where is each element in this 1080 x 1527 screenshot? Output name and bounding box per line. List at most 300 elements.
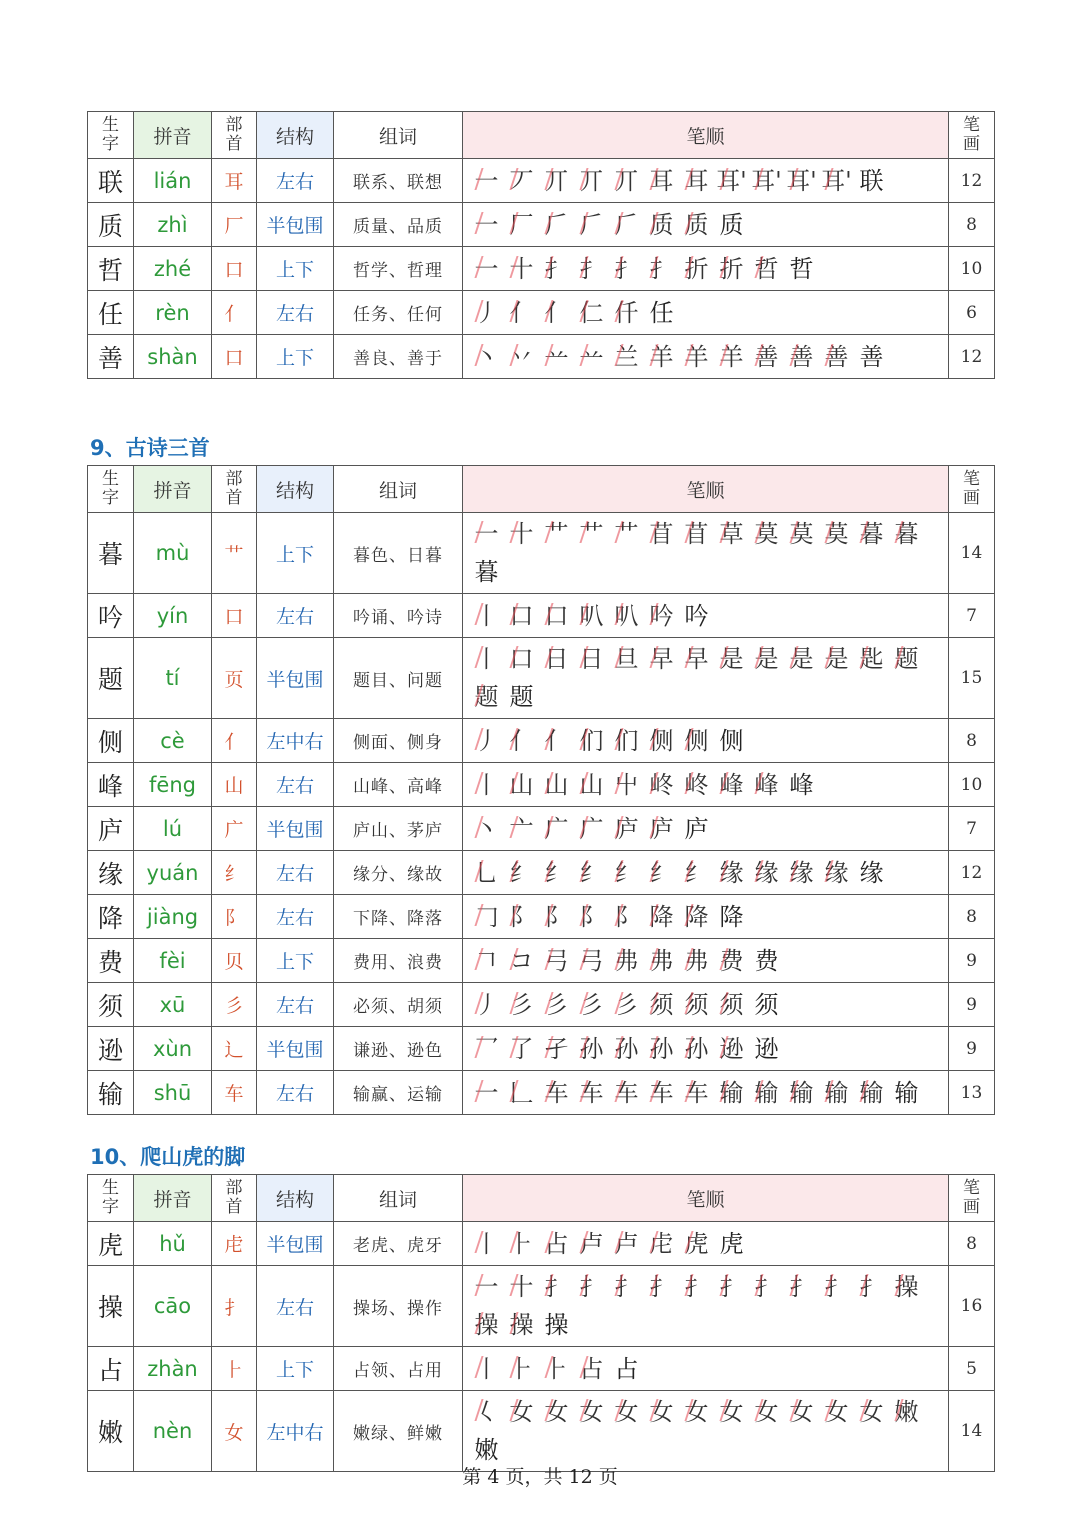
radical-cell: 艹 [212, 513, 257, 594]
stroke-step: 山 [539, 766, 574, 804]
pinyin-cell: yuán [134, 851, 212, 895]
radical-cell: 贝 [212, 939, 257, 983]
stroke-step: 质 [644, 206, 679, 244]
radical-cell: 口 [212, 335, 257, 379]
structure-cell: 上下 [257, 247, 334, 291]
stroke-count-cell: 10 [949, 247, 995, 291]
radical-cell: 彡 [212, 983, 257, 1027]
stroke-step: 𠃌 [469, 898, 504, 936]
stroke-count-cell: 12 [949, 335, 995, 379]
stroke-step: 降 [719, 902, 744, 931]
stroke-count-cell: 10 [949, 763, 995, 807]
header-pinyin: 拼音 [134, 466, 212, 513]
stroke-order-cell [463, 291, 949, 335]
table-row [88, 513, 995, 594]
table-row [88, 638, 995, 719]
stroke-step: 𠂆 [609, 206, 644, 244]
structure-cell: 左中右 [257, 1391, 334, 1472]
stroke-step: 质 [719, 210, 744, 239]
stroke-step: 女 [609, 1393, 644, 1431]
words-cell: 占领、占用 [334, 1347, 463, 1391]
table-row [88, 335, 995, 379]
stroke-step: 缘 [714, 854, 749, 892]
words-cell: 暮色、日暮 [334, 513, 463, 594]
char-cell: 善 [88, 335, 134, 379]
header-count [949, 112, 995, 159]
structure-cell: 上下 [257, 1347, 334, 1391]
words-cell: 缘分、缘故 [334, 851, 463, 895]
stroke-step: 一 [469, 162, 504, 200]
char-cell: 质 [88, 203, 134, 247]
pinyin-cell: xū [134, 983, 212, 1027]
char-cell: 哲 [88, 247, 134, 291]
stroke-step: 女 [644, 1393, 679, 1431]
header-structure: 结构 [257, 466, 334, 513]
stroke-step: 了 [504, 1030, 539, 1068]
stroke-step: 莫 [819, 515, 854, 553]
stroke-step: 输 [894, 1078, 919, 1107]
stroke-step: 车 [679, 1074, 714, 1112]
header-count [949, 466, 995, 513]
stroke-step: 早 [679, 640, 714, 678]
structure-cell: 上下 [257, 939, 334, 983]
char-cell: 暮 [88, 513, 134, 594]
stroke-step: 庐 [684, 814, 709, 843]
stroke-step: 𠂆 [574, 206, 609, 244]
stroke-step: 善 [784, 338, 819, 376]
structure-cell: 半包围 [257, 203, 334, 247]
header-char [88, 112, 134, 159]
pinyin-cell: nèn [134, 1391, 212, 1472]
stroke-step: 叭 [609, 597, 644, 635]
header-glyph: 生 [102, 469, 119, 489]
table-row [88, 203, 995, 247]
stroke-step: 纟 [644, 854, 679, 892]
words-cell: 侧面、侧身 [334, 719, 463, 763]
header-glyph: 生 [102, 115, 119, 135]
stroke-step: 十 [504, 250, 539, 288]
stroke-step: 广 [539, 810, 574, 848]
radical-cell: 亻 [212, 291, 257, 335]
table-body [88, 159, 995, 379]
char-cell: 吟 [88, 594, 134, 638]
stroke-order-cell [463, 1222, 949, 1266]
stroke-order-cell [463, 513, 949, 594]
header-glyph: 笔 [963, 115, 980, 135]
stroke-count-cell: 12 [949, 159, 995, 203]
stroke-step: 苜 [644, 515, 679, 553]
stroke-step: 阝 [574, 898, 609, 936]
header-char [88, 466, 134, 513]
stroke-step: 操 [889, 1268, 924, 1306]
structure-cell: 上下 [257, 513, 334, 594]
pinyin-cell: lián [134, 159, 212, 203]
stroke-step: コ [504, 942, 539, 980]
stroke-step: 耳 [644, 162, 679, 200]
header-words: 组词 [334, 1175, 463, 1222]
words-cell: 题目、问题 [334, 638, 463, 719]
pinyin-cell: xùn [134, 1027, 212, 1071]
stroke-step: 折 [714, 250, 749, 288]
stroke-step: 匙 [854, 640, 889, 678]
stroke-step: 联 [859, 166, 884, 195]
stroke-step: 艹 [574, 515, 609, 553]
stroke-step: 暮 [889, 515, 924, 553]
table-row [88, 1027, 995, 1071]
radical-cell: ⺊ [212, 1347, 257, 1391]
stroke-step: 虎 [679, 1225, 714, 1263]
stroke-step: 操 [469, 1306, 504, 1344]
header-glyph: 首 [225, 488, 243, 508]
char-table [87, 1174, 995, 1472]
stroke-step: 耳' [714, 162, 749, 200]
stroke-step: 扌 [784, 1268, 819, 1306]
char-cell: 任 [88, 291, 134, 335]
header-glyph: 生 [102, 1178, 119, 1198]
stroke-step: 𠃊 [504, 1074, 539, 1112]
header-glyph: 笔 [963, 469, 980, 489]
stroke-step: 输 [784, 1074, 819, 1112]
char-cell: 庐 [88, 807, 134, 851]
stroke-step: 占 [539, 1225, 574, 1263]
header-glyph: 首 [225, 134, 243, 154]
stroke-step: 十 [504, 1268, 539, 1306]
words-cell: 下降、降落 [334, 895, 463, 939]
stroke-step: 题 [889, 640, 924, 678]
pinyin-cell: shū [134, 1071, 212, 1115]
stroke-step: 亠 [504, 810, 539, 848]
header-char [88, 1175, 134, 1222]
stroke-step: 车 [574, 1074, 609, 1112]
stroke-step: 女 [749, 1393, 784, 1431]
table-row [88, 594, 995, 638]
header-glyph: 字 [102, 1197, 119, 1217]
stroke-step: 𠃍 [469, 942, 504, 980]
stroke-step: 弗 [644, 942, 679, 980]
stroke-step: 口 [504, 640, 539, 678]
stroke-count-cell: 8 [949, 203, 995, 247]
stroke-step: 扌 [574, 1268, 609, 1306]
radical-cell: 纟 [212, 851, 257, 895]
stroke-step: 艹 [609, 515, 644, 553]
stroke-step: 侧 [644, 722, 679, 760]
words-cell: 费用、浪费 [334, 939, 463, 983]
stroke-count-cell: 7 [949, 807, 995, 851]
header-row [88, 112, 995, 159]
header-glyph: 画 [963, 134, 980, 154]
stroke-step: 阝 [504, 898, 539, 936]
header-glyph: 画 [963, 488, 980, 508]
stroke-step: 𠂆 [539, 206, 574, 244]
header-row [88, 1175, 995, 1222]
stroke-step: 丶 [469, 338, 504, 376]
stroke-step: 扌 [574, 250, 609, 288]
header-pinyin: 拼音 [134, 112, 212, 159]
stroke-step: 广 [574, 810, 609, 848]
table-body [88, 1222, 995, 1472]
stroke-count-cell: 9 [949, 983, 995, 1027]
header-glyph: 字 [102, 134, 119, 154]
stroke-step: 任 [649, 298, 674, 327]
stroke-step: 峂 [679, 766, 714, 804]
pinyin-cell: cāo [134, 1266, 212, 1347]
stroke-order-cell [463, 939, 949, 983]
stroke-step: 卢 [574, 1225, 609, 1263]
stroke-step: 是 [749, 640, 784, 678]
stroke-count-cell: 12 [949, 851, 995, 895]
pinyin-cell: zhì [134, 203, 212, 247]
pinyin-cell: rèn [134, 291, 212, 335]
table-row [88, 1266, 995, 1347]
stroke-step: 卢 [609, 1225, 644, 1263]
stroke-step: 费 [714, 942, 749, 980]
stroke-step: 丨 [469, 1225, 504, 1263]
stroke-step: 题 [509, 683, 534, 711]
header-glyph: 部 [225, 1178, 243, 1198]
radical-cell: 厂 [212, 203, 257, 247]
char-cell: 逊 [88, 1027, 134, 1071]
pinyin-cell: lú [134, 807, 212, 851]
stroke-order-cell [463, 638, 949, 719]
stroke-count-cell: 9 [949, 1027, 995, 1071]
words-cell: 操场、操作 [334, 1266, 463, 1347]
stroke-step: 吟 [684, 601, 709, 630]
stroke-step: 日 [574, 640, 609, 678]
table-row [88, 159, 995, 203]
stroke-order-cell [463, 594, 949, 638]
stroke-step: 丨 [469, 597, 504, 635]
stroke-step: 羊 [644, 338, 679, 376]
structure-cell: 半包围 [257, 807, 334, 851]
words-cell: 山峰、高峰 [334, 763, 463, 807]
stroke-step: 丿 [469, 986, 504, 1024]
stroke-step: 须 [754, 990, 779, 1019]
char-cell: 题 [88, 638, 134, 719]
stroke-order-cell [463, 807, 949, 851]
stroke-step: 䒑 [539, 338, 574, 376]
structure-cell: 半包围 [257, 1027, 334, 1071]
char-cell: 联 [88, 159, 134, 203]
stroke-step: 山 [574, 766, 609, 804]
stroke-step: 扌 [539, 1268, 574, 1306]
stroke-count-cell: 7 [949, 594, 995, 638]
structure-cell: 上下 [257, 335, 334, 379]
stroke-count-cell: 6 [949, 291, 995, 335]
char-cell: 操 [88, 1266, 134, 1347]
table-row [88, 1391, 995, 1472]
header-pinyin: 拼音 [134, 1175, 212, 1222]
stroke-step: 厂 [504, 206, 539, 244]
stroke-step: 扌 [714, 1268, 749, 1306]
stroke-step: 丆 [504, 162, 539, 200]
structure-cell: 左右 [257, 983, 334, 1027]
stroke-order-cell [463, 1266, 949, 1347]
stroke-step: 艹 [539, 515, 574, 553]
stroke-count-cell: 5 [949, 1347, 995, 1391]
stroke-order-cell [463, 895, 949, 939]
stroke-step: 纟 [504, 854, 539, 892]
pinyin-cell: cè [134, 719, 212, 763]
stroke-step: 纟 [574, 854, 609, 892]
stroke-step: 们 [574, 722, 609, 760]
char-cell: 占 [88, 1347, 134, 1391]
stroke-step: 一 [469, 250, 504, 288]
table-header [88, 112, 995, 159]
stroke-step: 孙 [644, 1030, 679, 1068]
stroke-step: 扌 [609, 1268, 644, 1306]
stroke-step: 耳' [784, 162, 819, 200]
table-row [88, 1071, 995, 1115]
stroke-step: 女 [679, 1393, 714, 1431]
stroke-step: 乛 [469, 1030, 504, 1068]
table-row [88, 983, 995, 1027]
header-strokes: 笔顺 [463, 1175, 949, 1222]
stroke-step: 车 [539, 1074, 574, 1112]
stroke-step: 屮 [609, 766, 644, 804]
section-1 [87, 465, 994, 1115]
pinyin-cell: shàn [134, 335, 212, 379]
stroke-step: 费 [754, 946, 779, 975]
stroke-step: 女 [854, 1393, 889, 1431]
char-cell: 输 [88, 1071, 134, 1115]
stroke-step: 彡 [504, 986, 539, 1024]
stroke-step: 丨 [469, 640, 504, 678]
stroke-step: 一 [469, 1268, 504, 1306]
stroke-step: 暮 [474, 558, 499, 586]
stroke-step: 是 [714, 640, 749, 678]
section-2 [87, 1174, 994, 1472]
stroke-step: 女 [819, 1393, 854, 1431]
table-row [88, 1222, 995, 1266]
stroke-step: 一 [469, 206, 504, 244]
words-cell: 哲学、哲理 [334, 247, 463, 291]
char-cell: 侧 [88, 719, 134, 763]
stroke-step: 们 [609, 722, 644, 760]
stroke-step: 亻 [539, 294, 574, 332]
char-cell: 嫩 [88, 1391, 134, 1472]
pinyin-cell: jiàng [134, 895, 212, 939]
stroke-count-cell: 8 [949, 719, 995, 763]
pinyin-cell: zhé [134, 247, 212, 291]
words-cell: 老虎、虎牙 [334, 1222, 463, 1266]
page-footer: 第 4 页，共 12 页 [462, 1466, 618, 1488]
stroke-step: 操 [544, 1311, 569, 1339]
stroke-order-cell [463, 851, 949, 895]
stroke-step: 亻 [504, 294, 539, 332]
stroke-step: 峰 [749, 766, 784, 804]
stroke-step: 耳' [749, 162, 784, 200]
stroke-step: 输 [714, 1074, 749, 1112]
header-glyph: 部 [225, 115, 243, 135]
words-cell: 谦逊、逊色 [334, 1027, 463, 1071]
stroke-step: 孙 [679, 1030, 714, 1068]
radical-cell: 女 [212, 1391, 257, 1472]
stroke-step: 侧 [719, 726, 744, 755]
stroke-step: 女 [504, 1393, 539, 1431]
stroke-step: 纟 [679, 854, 714, 892]
header-structure: 结构 [257, 1175, 334, 1222]
stroke-step: 扌 [644, 1268, 679, 1306]
words-cell: 吟诵、吟诗 [334, 594, 463, 638]
stroke-step: 庐 [609, 810, 644, 848]
stroke-order-cell [463, 763, 949, 807]
stroke-step: 阝 [539, 898, 574, 936]
structure-cell: 左右 [257, 1071, 334, 1115]
table-row [88, 291, 995, 335]
radical-cell: 辶 [212, 1027, 257, 1071]
stroke-step: 丶 [469, 810, 504, 848]
stroke-step: 操 [504, 1306, 539, 1344]
structure-cell: 左右 [257, 895, 334, 939]
stroke-step: 口 [504, 597, 539, 635]
stroke-step: 日 [539, 640, 574, 678]
stroke-step: 一 [469, 1074, 504, 1112]
stroke-step: 草 [714, 515, 749, 553]
stroke-count-cell: 8 [949, 1222, 995, 1266]
table-header [88, 1175, 995, 1222]
char-cell: 峰 [88, 763, 134, 807]
structure-cell: 半包围 [257, 638, 334, 719]
radical-cell: 广 [212, 807, 257, 851]
header-radical [212, 1175, 257, 1222]
header-glyph: 字 [102, 488, 119, 508]
stroke-step: 旦 [609, 640, 644, 678]
stroke-step: 善 [749, 338, 784, 376]
table-body [88, 513, 995, 1115]
stroke-step: 折 [679, 250, 714, 288]
stroke-step: 降 [644, 898, 679, 936]
table-row [88, 939, 995, 983]
stroke-step: 羊 [714, 338, 749, 376]
stroke-step: 莫 [749, 515, 784, 553]
stroke-step: 须 [679, 986, 714, 1024]
pinyin-cell: tí [134, 638, 212, 719]
stroke-step: 叭 [574, 597, 609, 635]
stroke-step: 善 [819, 338, 854, 376]
stroke-step: 䒑 [574, 338, 609, 376]
stroke-order-cell [463, 203, 949, 247]
structure-cell: 左右 [257, 594, 334, 638]
stroke-step: 女 [539, 1393, 574, 1431]
stroke-step: 纟 [609, 854, 644, 892]
table-row [88, 1347, 995, 1391]
stroke-count-cell: 14 [949, 1391, 995, 1472]
pinyin-cell: zhàn [134, 1347, 212, 1391]
header-glyph: 笔 [963, 1178, 980, 1198]
stroke-order-cell [463, 983, 949, 1027]
stroke-step: 丨 [469, 766, 504, 804]
stroke-step: 是 [784, 640, 819, 678]
stroke-step: 扌 [679, 1268, 714, 1306]
pinyin-cell: fēng [134, 763, 212, 807]
stroke-step: 虍 [644, 1225, 679, 1263]
stroke-step: 亻 [539, 722, 574, 760]
stroke-step: 弓 [574, 942, 609, 980]
table-row [88, 247, 995, 291]
stroke-step: 阝 [609, 898, 644, 936]
radical-cell: 口 [212, 247, 257, 291]
stroke-step: 莫 [784, 515, 819, 553]
structure-cell: 左右 [257, 159, 334, 203]
stroke-step: 亻 [504, 722, 539, 760]
stroke-step: 十 [504, 515, 539, 553]
pinyin-cell: yín [134, 594, 212, 638]
stroke-step: 质 [679, 206, 714, 244]
words-cell: 联系、联想 [334, 159, 463, 203]
stroke-step: 缘 [749, 854, 784, 892]
stroke-step: 占 [614, 1354, 639, 1383]
stroke-step: 口 [539, 597, 574, 635]
